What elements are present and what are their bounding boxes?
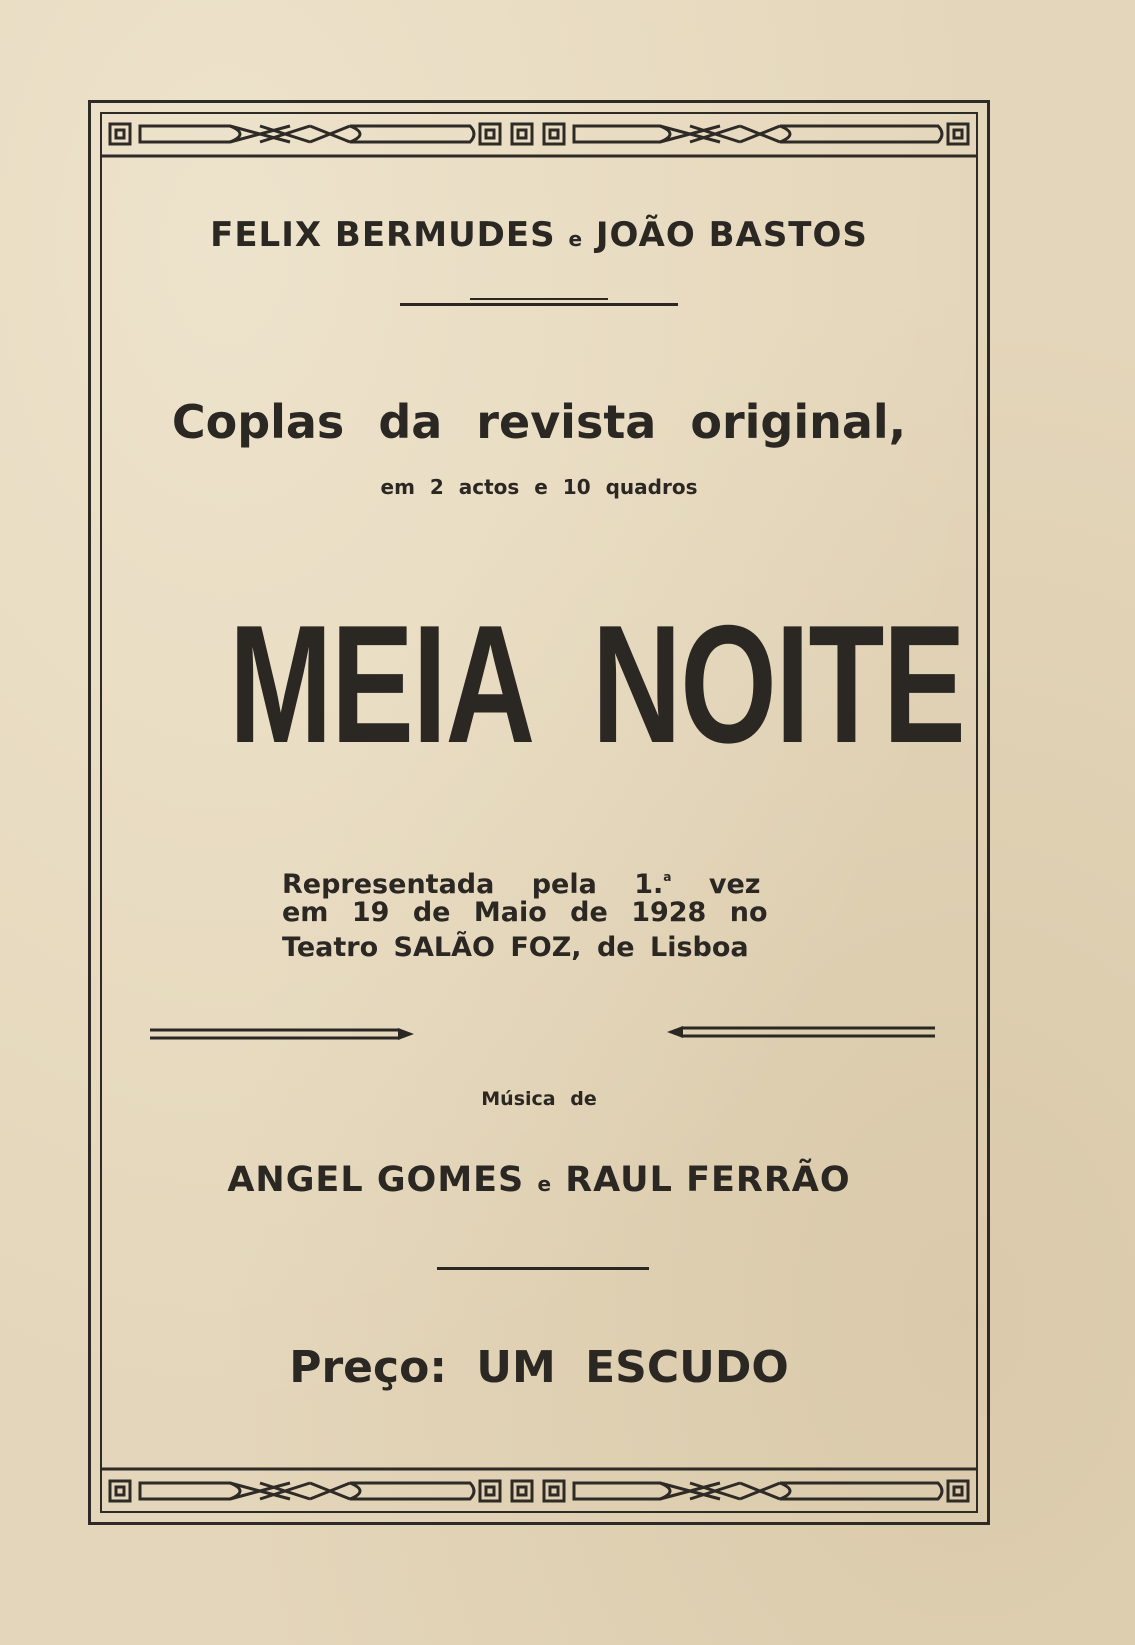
authors-line [120, 215, 958, 255]
arrow-rule-right [665, 1024, 935, 1046]
ornamental-band-top [100, 112, 978, 158]
price-value: UM ESCUDO [476, 1342, 789, 1393]
divider-rule-bottom [437, 1267, 649, 1270]
author-felix-bermudes: FELIX BERMUDES [210, 215, 556, 255]
ornamental-band-bottom [100, 1467, 978, 1513]
price-line [120, 1342, 958, 1393]
composer-angel-gomes: ANGEL GOMES [227, 1160, 525, 1200]
divider-rule-top [400, 303, 678, 306]
performance-line-1-text: Representada pela 1. [282, 869, 664, 901]
performance-line-2: em 19 de Maio de 1928 no [282, 897, 768, 928]
composers-line [120, 1160, 958, 1200]
page-title: MEIA NOITE [228, 590, 965, 778]
ornament-top-svg [100, 112, 978, 158]
author-joao-bastos: JOÃO BASTOS [595, 215, 868, 255]
arrow-right-icon [150, 1026, 416, 1044]
ordinal-superscript: a [663, 870, 672, 884]
arrow-rule-left [150, 1026, 416, 1048]
performance-line-3: Teatro SALÃO FOZ, de Lisboa [282, 932, 749, 963]
divider-rule-top-accent [470, 298, 608, 300]
music-label: Música de [481, 1088, 597, 1110]
authors-conjunction: e [568, 227, 584, 251]
composer-raul-ferrao: RAUL FERRÃO [565, 1160, 851, 1200]
arrow-left-icon [665, 1024, 935, 1042]
subtitle-coplas: Coplas da revista original, [171, 395, 907, 449]
performance-line-1-end: vez [671, 869, 761, 901]
ornament-bottom-svg [100, 1467, 978, 1513]
price-label: Preço: [289, 1342, 447, 1393]
composers-conjunction: e [537, 1172, 553, 1196]
subtitle-acts: em 2 actos e 10 quadros [380, 475, 698, 499]
border-frame-inner [100, 112, 978, 1513]
